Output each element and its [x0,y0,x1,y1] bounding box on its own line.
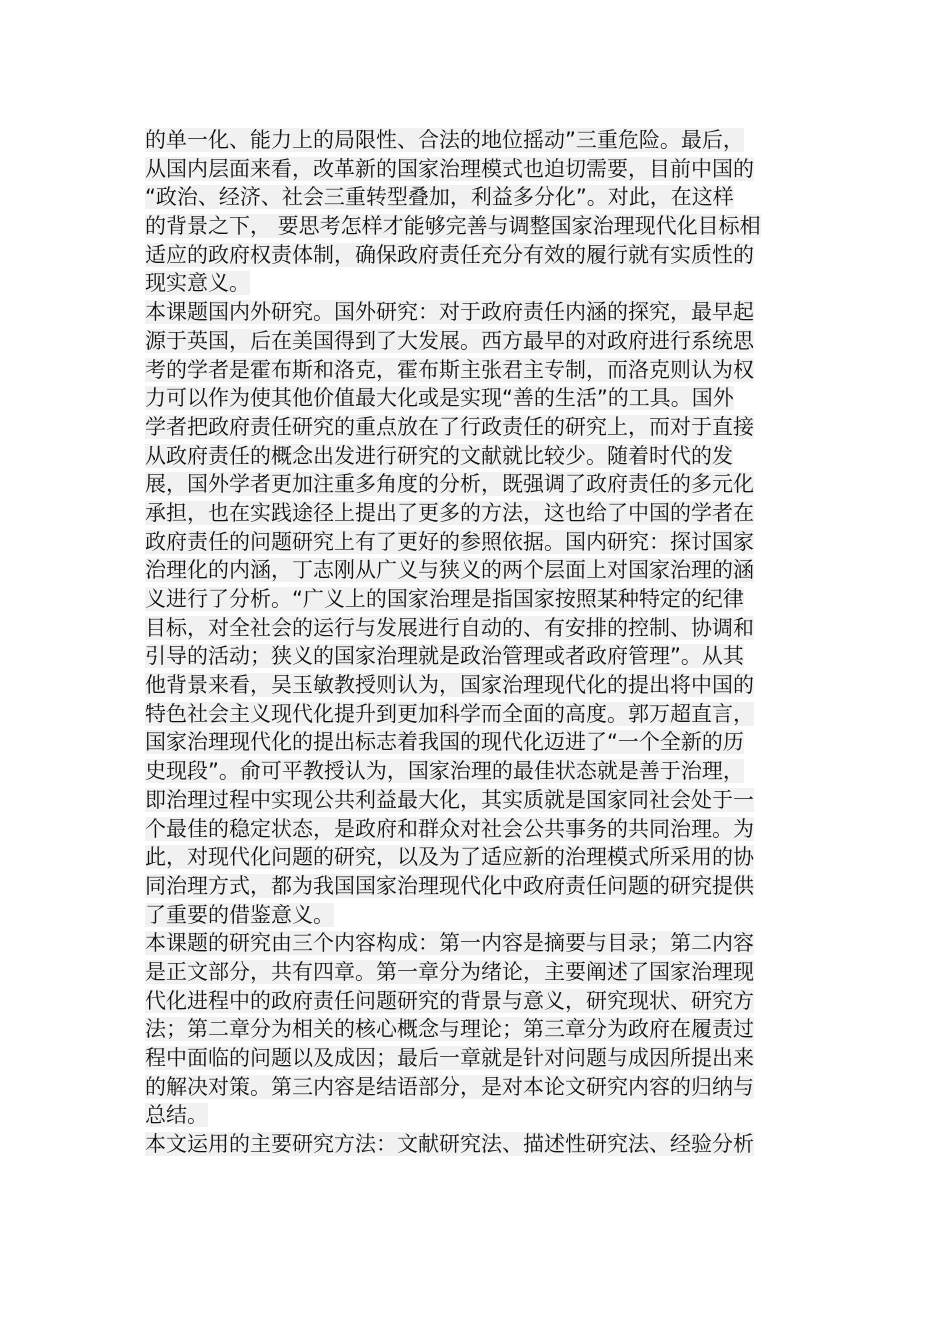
text-line: 本课题国内外研究。国外研究：对于政府责任内涵的探究，最早起 [145,300,754,325]
text-line: 他背景来看，吴玉敏教授则认为，国家治理现代化的提出将中国的 [145,673,754,698]
text-line: 目标，对全社会的运行与发展进行自动的、有安排的控制、协调和 [145,615,754,640]
text-line: 法；第二章分为相关的核心概念与理论；第三章分为政府在履责过 [145,1017,754,1042]
text-line: 力可以作为使其他价值最大化或是实现“善的生活”的工具。国外 [145,386,734,411]
text-line: 引导的活动；狭义的国家治理就是政治管理或者政府管理”。从其 [145,644,744,669]
text-line: 的解决对策。第三内容是结语部分，是对本论文研究内容的归纳与 [145,1074,754,1099]
text-line: 从国内层面来看，改革新的国家治理模式也迫切需要，目前中国的 [145,156,754,181]
text-line: 从政府责任的概念出发进行研究的文献就比较少。随着时代的发 [145,443,733,468]
paragraph-3 [145,929,805,1130]
text-line: 了重要的借鉴意义。 [145,902,334,927]
text-line: 此，对现代化问题的研究，以及为了适应新的治理模式所采用的协 [145,845,754,870]
text-line: 国家治理现代化的提出标志着我国的现代化迈进了“一个全新的历 [145,730,744,755]
text-line: 现实意义。 [145,271,250,296]
text-line: 的背景之下， 要思考怎样才能够完善与调整国家治理现代化目标相 [145,214,761,239]
text-line: 适应的政府权责体制，确保政府责任充分有效的履行就有实质性的 [145,242,754,267]
text-line: 总结。 [145,1103,208,1128]
text-line: 史现段”。俞可平教授认为，国家治理的最佳状态就是善于治理， [145,759,744,784]
text-line: 本课题的研究由三个内容构成：第一内容是摘要与目录；第二内容 [145,931,754,956]
text-line: 考的学者是霍布斯和洛克，霍布斯主张君主专制，而洛克则认为权 [145,357,754,382]
text-line: 特色社会主义现代化提升到更加科学而全面的高度。郭万超直言， [145,701,754,726]
text-line: 源于英国，后在美国得到了大发展。西方最早的对政府进行系统思 [145,328,754,353]
text-line: 学者把政府责任研究的重点放在了行政责任的研究上，而对于直接 [145,414,754,439]
text-line: 代化进程中的政府责任问题研究的背景与意义，研究现状、研究方 [145,988,754,1013]
text-line: 即治理过程中实现公共利益最大化，其实质就是国家同社会处于一 [145,787,754,812]
paragraph-2 [145,298,805,929]
text-line: “政治、经济、社会三重转型叠加，利益多分化”。对此，在这样 [145,185,734,210]
text-line: 同治理方式，都为我国国家治理现代化中政府责任问题的研究提供 [145,873,754,898]
text-line: 义进行了分析。“广义上的国家治理是指国家按照某种特定的纪律 [145,587,744,611]
text-line: 承担，也在实践途径上提出了更多的方法，这也给了中国的学者在 [145,500,754,525]
text-line: 的单一化、能力上的局限性、合法的地位摇动”三重危险。最后， [145,128,744,152]
paragraph-1 [145,126,805,298]
text-line: 展，国外学者更加注重多角度的分析，既强调了政府责任的多元化 [145,472,754,497]
document-body [145,126,805,1159]
text-line: 本文运用的主要研究方法：文献研究法、描述性研究法、经验分析 [145,1132,754,1157]
text-line: 政府责任的问题研究上有了更好的参照依据。国内研究：探讨国家 [145,529,754,554]
text-line: 程中面临的问题以及成因；最后一章就是针对问题与成因所提出来 [145,1046,754,1070]
paragraph-4 [145,1130,805,1159]
text-line: 治理化的内涵，丁志刚从广义与狭义的两个层面上对国家治理的涵 [145,558,754,583]
text-line: 是正文部分，共有四章。第一章分为绪论，主要阐述了国家治理现 [145,959,754,984]
text-line: 个最佳的稳定状态，是政府和群众对社会公共事务的共同治理。为 [145,816,754,841]
